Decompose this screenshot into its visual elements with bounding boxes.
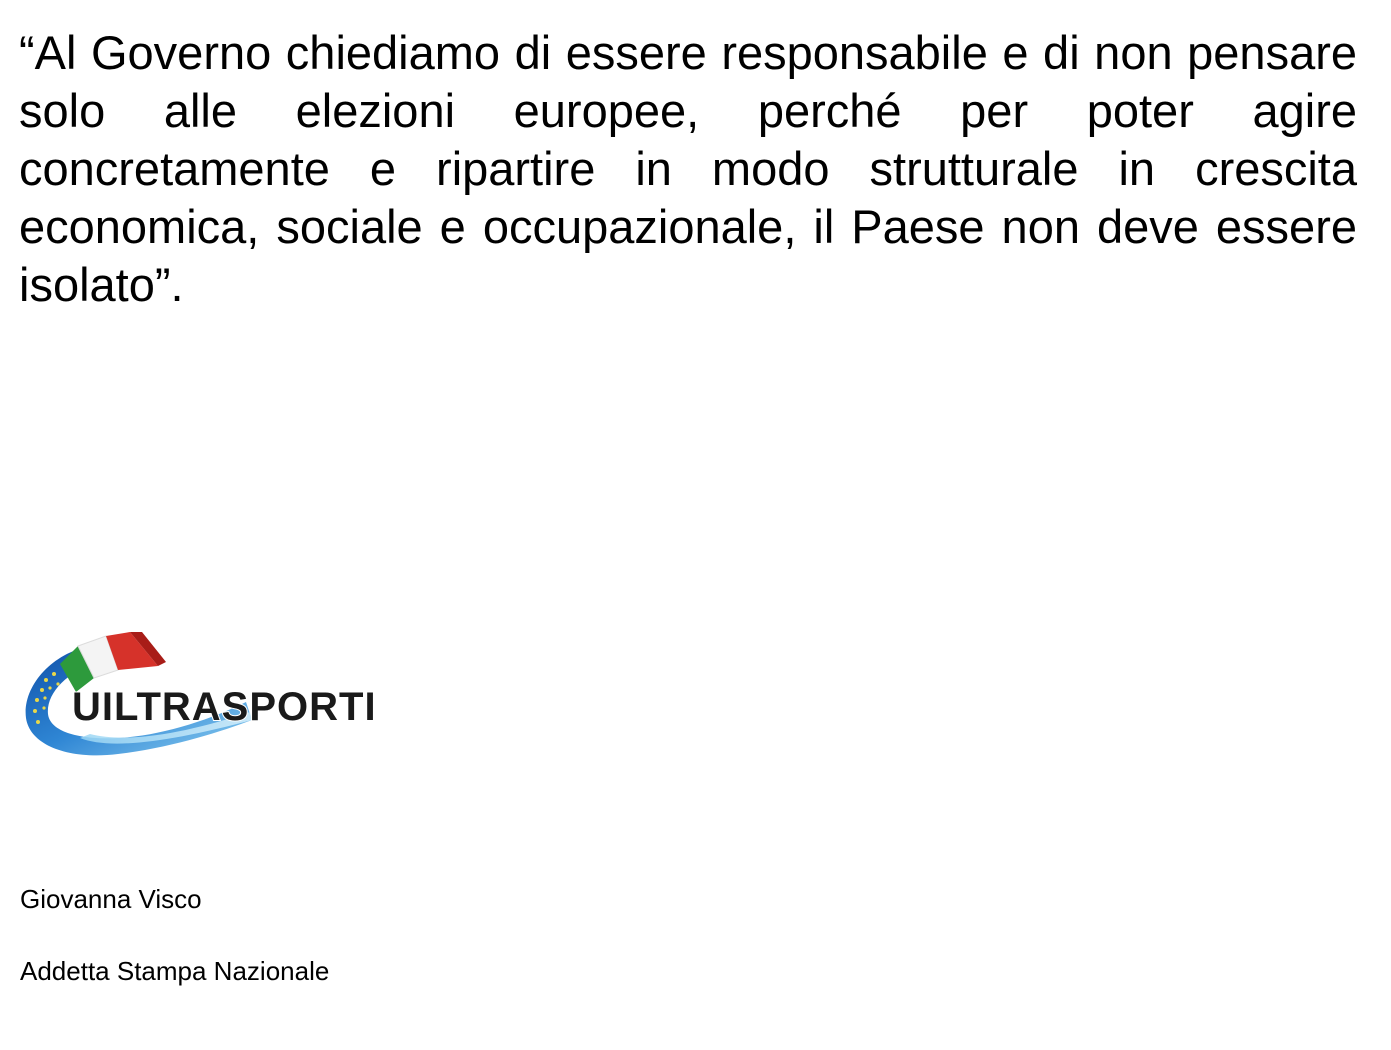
signature-role: Addetta Stampa Nazionale: [20, 956, 330, 986]
logo-wordmark: UILTRASPORTI: [72, 685, 377, 729]
quote-paragraph: “Al Governo chiediamo di essere responsabile e di non pensare solo alle elezioni europee, perché per poter agire concretamente e ripartire in modo strutturale in crescita economica, sociale e occupazionale, il Paese non deve essere isolato”.: [19, 26, 1357, 311]
uiltrasporti-logo: [20, 628, 392, 762]
signature-name: Giovanna Visco: [20, 884, 202, 914]
uiltrasporti-logo-graphic: [20, 628, 392, 762]
